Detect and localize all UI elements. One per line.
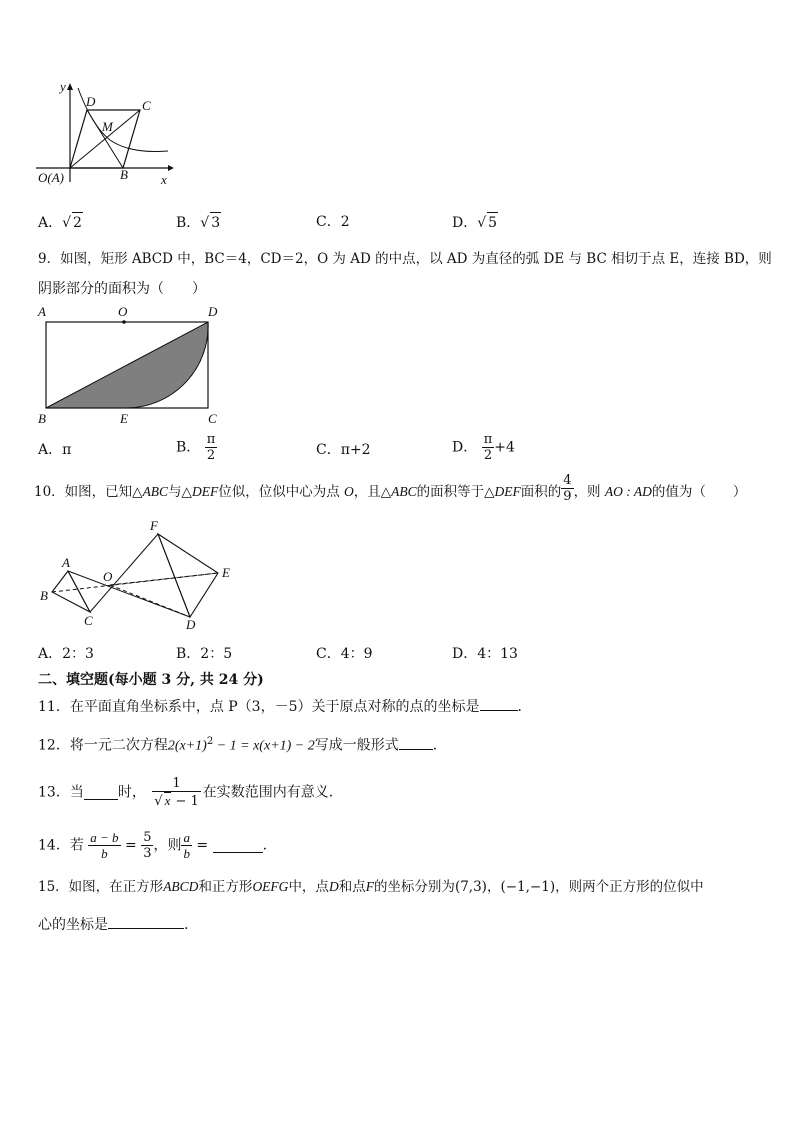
q8-option-c: C．2 [316,214,350,230]
q9-option-a: A．π [38,442,72,458]
label-c: C [84,613,93,628]
q11-answer-blank [480,696,518,711]
q10-option-b: B．2：5 [176,646,233,662]
label-e: E [222,565,230,580]
q8-option-a: A．√ 2 [38,212,83,233]
label-m: M [102,119,113,134]
q14: 14．若 $\frac{a - b}{b}$ = $\frac{5}{3}$ ，则 $\frac{a}{b}$ = . [38,830,268,861]
label-e: E [120,411,128,426]
q13-answer-blank [84,785,118,800]
shaded-region [46,322,208,408]
line-be [52,573,218,592]
q15-line1: 15．如图，在正方形ABCD和正方形OEFG中，点D和点F的坐标分别为(7,3)，(−1,−1)，则两个正方形的位似中 [38,879,704,895]
q8-figure [30,78,180,190]
q10-option-d: D．4：13 [452,646,518,662]
q10-option-c: C．4：9 [316,646,373,662]
line-dashed-o-d [110,585,190,617]
label-y: y [60,79,66,94]
q8-option-b: B．√ 3 [176,212,221,233]
label-o: O [103,569,113,584]
q8-option-d: D．√ 5 [452,212,498,233]
q10-stem: 10．如图，已知△ABC与△DEF位似，位似中心为点 O，且△ABC的面积等于△DEF面积的 $\frac{4}{9}$ ，则 AO : AD的值为（ ） [34,473,747,504]
label-c: C [142,98,151,113]
line-ae-dashed [68,571,218,573]
section-heading: 二、填空题(每小题 3 分, 共 24 分) [38,672,264,688]
line-cf [90,534,158,612]
q13: 13．当 时， $\frac{1}{√ x - 1}$ 在实数范围内有意义． [38,776,343,809]
q9-line1: 9．如图，矩形 ABCD 中，BC＝4，CD＝2，O 为 AD 的中点，以 AD 为直径的弧 DE 与 BC 相切于点 E，连接 BD，则 [38,251,772,267]
q15-answer-blank [108,914,184,929]
line-b-d-dashed [52,592,190,617]
q9-option-b: B． $\frac{\pi}{2}$ [176,432,216,463]
label-a: A [62,555,70,570]
label-b: B [120,167,128,182]
label-x: x [161,172,167,187]
label-d: D [86,94,96,109]
point-o [122,320,126,324]
label-f: F [150,518,158,533]
q9-figure [30,300,230,430]
q10-option-a: A．2：3 [38,646,94,662]
label-o: O(A) [38,170,64,185]
line-fd [158,534,190,617]
label-d: D [208,304,218,319]
q9-option-c: C．π+2 [316,442,371,458]
triangle-def [158,534,218,617]
q12-answer-blank [399,735,433,750]
label-b: B [40,588,48,603]
label-c: C [208,411,217,426]
q14-answer-blank [213,838,263,853]
label-o: O [118,304,128,319]
q12: 12．将一元二次方程$2(x+1)^2 - 1 = x(x+1) - 2$写成一般形式 ． [38,736,447,754]
label-d: D [186,617,196,632]
q11: 11．在平面直角坐标系中，点 P（3，－5）关于原点对称的点的坐标是 ． [38,696,532,717]
x-axis-arrow [168,165,174,171]
label-b: B [38,411,46,426]
q10-figure [30,515,250,635]
label-a: A [38,304,46,319]
q15-line2: 心的坐标是 . [38,914,188,935]
q9-option-d: D． $\frac{\pi}{2}$ +4 [452,432,515,463]
y-axis-arrow [67,83,73,90]
q9-line2: 阴影部分的面积为（ ） [38,281,206,297]
